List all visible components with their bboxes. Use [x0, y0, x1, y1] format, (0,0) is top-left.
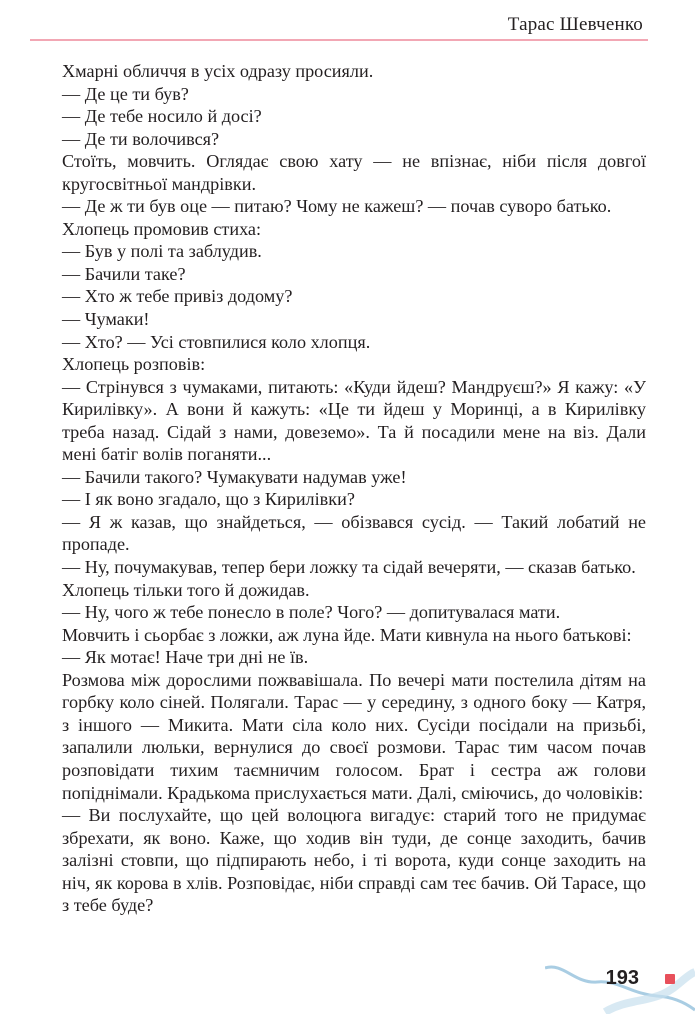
header-divider [30, 39, 648, 41]
paragraph: — Хто ж тебе привіз додому? [62, 286, 293, 307]
paragraph: — І як воно згадало, що з Кирилівки? [62, 489, 355, 510]
story-text [62, 60, 646, 917]
paragraph: — Стрінувся з чумаками, питають: «Куди йдеш? Мандруєш?» Я кажу: «У Кирилівку». А вони й кажуть: «Це ти йдеш у Моринці, а в Кирилівку треба назад. Сідай з нами, довеземо». Та й посадили мене на віз. Дали мені батіг волів поганяти... [62, 376, 646, 465]
running-header-title: Тарас Шевченко [507, 14, 643, 35]
paragraph: — Де ж ти був оце — питаю? Чому не кажеш? — почав суворо батько. [62, 196, 612, 217]
paragraph: Стоїть, мовчить. Оглядає свою хату — не впізнає, ніби після довгої кругосвітньої мандрівки. [62, 151, 646, 194]
page-number: 193 [605, 967, 639, 989]
paragraph: Розмова між дорослими пожвавішала. По вечері мати постелила дітям на горбку коло сіней. Полягали. Тарас — у середину, з одного боку — Катря, з іншого — Микита. Мати сіла коло них. Сусіди посідали на призьбі, запалили люльки, вернулися до своєї розмови. Тарас тим часом почав розповідати тихим таємничим голосом. Брат і сестра аж голови попіднімали. Крадькома прислухається мати. Далі, сміючись, до чоловіків: [62, 669, 646, 803]
paragraph: — Де ти волочився? [62, 128, 220, 149]
paragraph: — Бачили такого? Чумакувати надумав уже! [62, 466, 407, 487]
paragraph: — Бачили таке? [62, 263, 186, 284]
paragraph: — Чумаки! [62, 309, 150, 330]
paragraph: — Я ж казав, що знайдеться, — обізвався сусід. — Такий лобатий не пропаде. [62, 511, 646, 555]
paragraph: — Де тебе носило й досі? [62, 106, 262, 127]
paragraph: — Як мотає! Наче три дні не їв. [62, 647, 309, 668]
paragraph: Хмарні обличчя в усіх одразу просияли. [62, 61, 374, 81]
paragraph: Мовчить і сьорбає з ложки, аж луна йде. Мати кивнула на нього батькові: [62, 624, 632, 645]
paragraph: — Хто? — Усі стовпилися коло хлопця. [62, 331, 371, 352]
page-footer [545, 954, 695, 1014]
paragraph: — Був у полі та заблудив. [62, 241, 262, 262]
paragraph: — Ну, почумакував, тепер бери ложку та сідай вечеряти, — сказав батько. [62, 557, 636, 578]
paragraph: — Ви послухайте, що цей волоцюга вигадує: старий того не придумає збрехати, як воно. Каже, що ходив він туди, де сонце заходить, бачив залізні стовпи, що підпирають небо, і ті ворота, куди сонце заходить на ніч, як корова в хлів. Розповідає, ніби справді сам теє бачив. Ой Тарасе, що з тебе буде? [62, 805, 646, 916]
page-marker-icon [665, 974, 675, 984]
paragraph: Хлопець промовив стиха: [62, 218, 262, 239]
paragraph: — Ну, чого ж тебе понесло в поле? Чого? — допитувалася мати. [62, 602, 561, 623]
paragraph: Хлопець тільки того й дожидав. [62, 579, 310, 600]
paragraph: Хлопець розповів: [62, 354, 206, 375]
paragraph: — Де це ти був? [62, 83, 189, 104]
